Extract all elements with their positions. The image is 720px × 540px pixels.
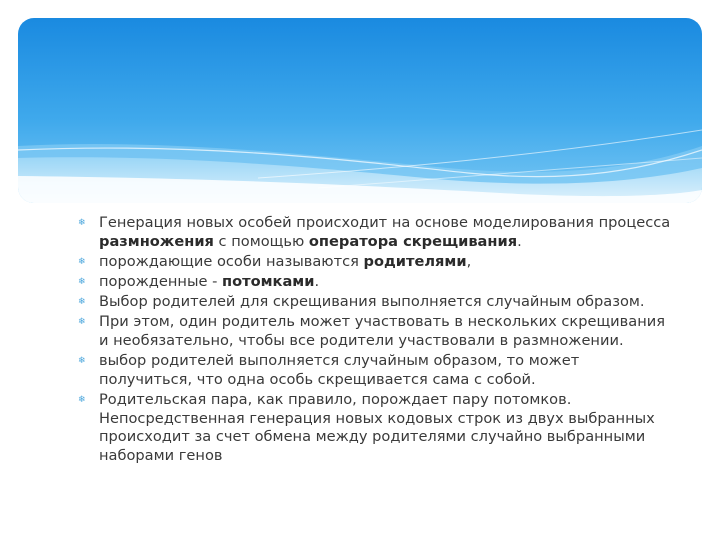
bullet-item: [76, 273, 676, 292]
bullet-text: с помощью: [213, 232, 309, 250]
bullet-item: [76, 253, 676, 272]
bullet-text: Генерация новых особей происходит на основе моделирования процесса: [99, 214, 671, 231]
bullet-text: Родительская пара, как правило, порождает пару потомков. Непосредственная генерация новых кодовых строк из двух выбранных происходит за счет обмена между родителями случайно выбранными наборами генов: [99, 390, 655, 464]
bullet-text: .: [517, 232, 522, 250]
bullet-text: выбор родителей выполняется случайным образом, то может получиться, что одна особь скрещивается сама с собой.: [99, 352, 580, 388]
bullet-item: [76, 313, 676, 350]
bold-term: потомками: [222, 272, 315, 290]
snowflake-icon: ❄: [78, 276, 86, 287]
sky-wave-graphic: [18, 18, 702, 203]
bullet-text: порождающие особи называются: [99, 252, 364, 270]
bold-term: оператора скрещивания: [308, 232, 518, 250]
snowflake-icon: ❄: [78, 317, 86, 328]
snowflake-icon: ❄: [78, 297, 86, 308]
snowflake-icon: ❄: [78, 394, 86, 405]
bullet-item: [76, 391, 676, 465]
bullet-item: [76, 352, 676, 389]
bullet-text: ,: [466, 252, 472, 270]
bullet-text: При этом, один родитель может участвовать в нескольких скрещивания и необязательно, чтобы все родители участвовали в размножении.: [99, 313, 666, 349]
bullet-text: порожденные -: [99, 272, 223, 290]
slide-body: [76, 214, 676, 467]
bullet-list: [76, 214, 676, 465]
bullet-text: Выбор родителей для скрещивания выполняется случайным образом.: [99, 293, 645, 311]
snowflake-icon: ❄: [78, 256, 86, 267]
bullet-item: [76, 293, 676, 312]
bold-term: родителями: [363, 252, 467, 270]
header-banner: [18, 18, 702, 203]
bullet-text: .: [314, 272, 320, 290]
bullet-item: [76, 214, 676, 251]
snowflake-icon: ❄: [78, 218, 86, 228]
bold-term: размножения: [99, 232, 214, 250]
snowflake-icon: ❄: [78, 356, 86, 367]
